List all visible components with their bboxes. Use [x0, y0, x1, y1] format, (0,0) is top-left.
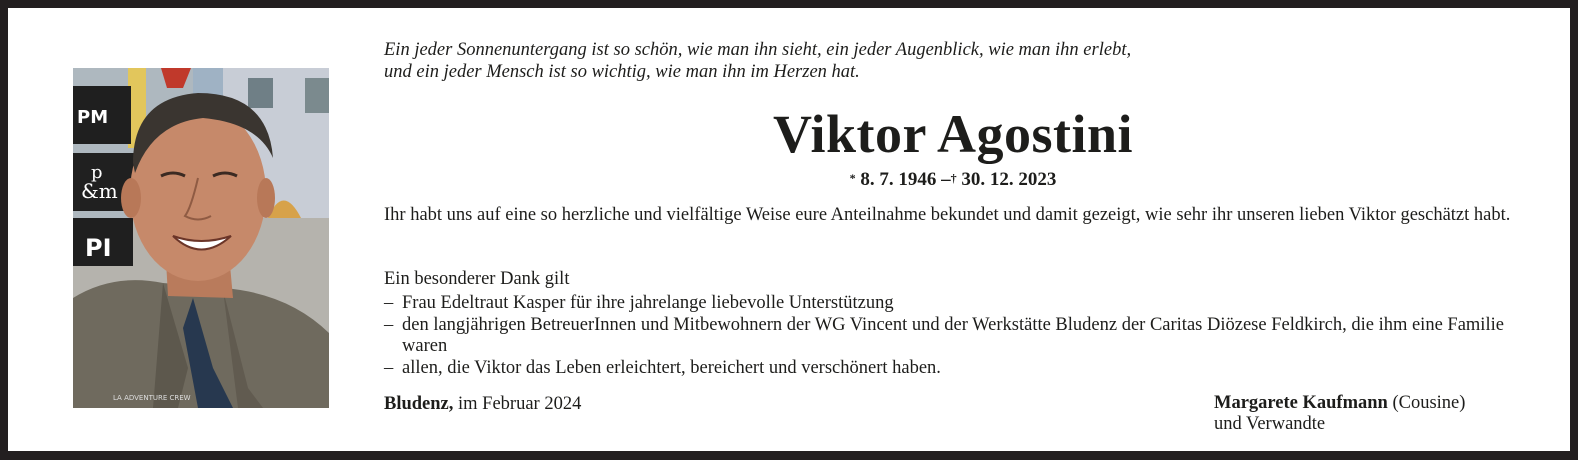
signer-others: und Verwandte: [1214, 414, 1326, 434]
place: Bludenz,: [384, 394, 454, 414]
sign-pi: PI: [85, 234, 112, 262]
list-dash: –: [384, 293, 394, 313]
signer-relation: (Cousine): [1392, 393, 1466, 413]
thanks-list: [384, 293, 1524, 379]
list-dash: –: [384, 314, 394, 335]
thanks-item-text: allen, die Viktor das Leben erleichtert, bereichert und verschönert haben.: [402, 357, 941, 378]
date: im Februar 2024: [458, 394, 582, 414]
sign-pm: PM: [77, 107, 109, 128]
memorial-quote: [384, 39, 1284, 83]
thanks-message: Ihr habt uns auf eine so herzliche und vielfältige Weise eure Anteilnahme bekundet und damit gezeigt, wie sehr ihr unseren lieben Viktor geschätzt habt.: [384, 205, 1511, 225]
thanks-item: [384, 315, 1524, 358]
shirt-text: LA ADVENTURE CREW: [113, 394, 191, 402]
thanks-item: [384, 293, 1524, 315]
signature-block: [1214, 393, 1465, 435]
thanks-heading: Ein besonderer Dank gilt: [384, 269, 570, 289]
list-dash: –: [384, 357, 394, 378]
thanks-item: [384, 358, 1524, 380]
date-separator: –: [941, 169, 951, 190]
life-dates: [8, 168, 1578, 192]
signer-name: Margarete Kaufmann: [1214, 393, 1388, 413]
place-and-date: [384, 393, 581, 415]
deceased-name: Viktor Agostini: [772, 104, 1134, 164]
quote-line-1: Ein jeder Sonnenuntergang ist so schön, wie man ihn sieht, ein jeder Augenblick, wie man ihn erlebt,: [384, 40, 1132, 60]
sign-pam-top: p: [91, 162, 103, 183]
birth-date: 8. 7. 1946: [860, 169, 937, 190]
birth-symbol: *: [849, 171, 856, 185]
death-date: 30. 12. 2023: [961, 169, 1057, 190]
quote-line-2: und ein jeder Mensch ist so wichtig, wie man ihn im Herzen hat.: [384, 62, 860, 82]
death-symbol: †: [950, 171, 957, 185]
thanks-item-text: den langjährigen BetreuerInnen und Mitbewohnern der WG Vincent und der Werkstätte Bludenz der Caritas Diözese Feldkirch, die ihm eine Familie waren: [402, 314, 1504, 356]
sign-pam-bottom: &m: [81, 179, 118, 203]
thanks-item-text: Frau Edeltraut Kasper für ihre jahrelange liebevolle Unterstützung: [402, 293, 894, 313]
